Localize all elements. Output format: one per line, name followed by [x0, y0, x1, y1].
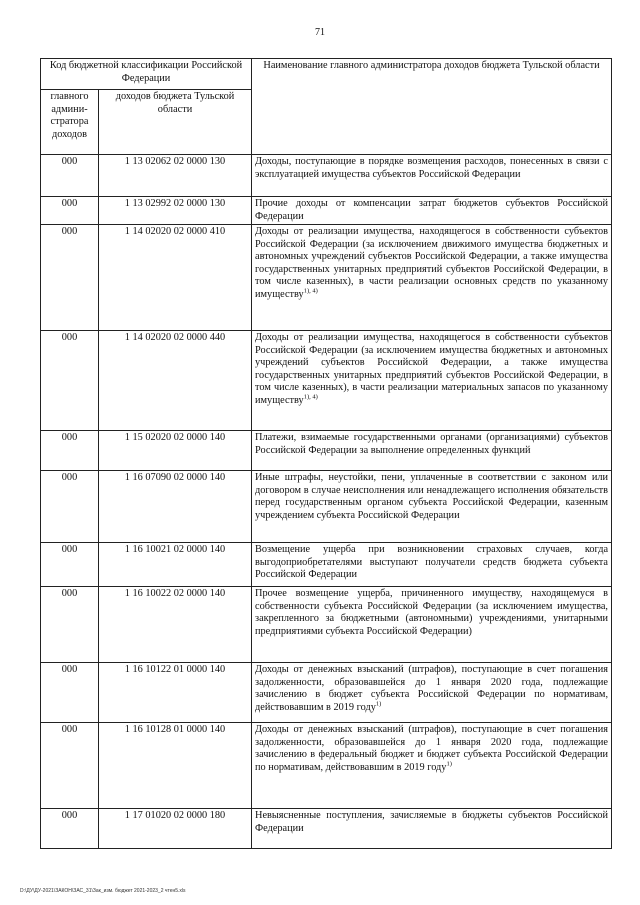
table-row	[41, 471, 612, 543]
administrator-code-cell: 000	[41, 809, 99, 849]
description-cell	[252, 587, 612, 663]
description-cell	[252, 155, 612, 197]
table-row	[41, 431, 612, 471]
table-row	[41, 197, 612, 225]
administrator-code-cell: 000	[41, 587, 99, 663]
description-cell	[252, 197, 612, 225]
income-code-cell: 1 13 02992 02 0000 130	[99, 197, 252, 225]
header-main-administrator: главного админи-стратора доходов	[41, 90, 99, 155]
administrator-code-cell: 000	[41, 663, 99, 723]
table-row	[41, 663, 612, 723]
description-text: Доходы от денежных взысканий (штрафов), поступающие в счет погашения задолженности, образовавшейся до 1 января 2020 года, подлежащие зачислению в федеральный бюджет и бюджет субъекта Российской Федерации по нормативам, действовавшим в 2019 году	[255, 724, 609, 773]
header-administrator-name: Наименование главного администратора доходов бюджета Тульской области	[252, 59, 612, 155]
description-text: Возмещение ущерба при возникновении страховых случаев, когда выгодоприобретателями выступают получатели средств бюджета субъекта Российской Федерации	[255, 544, 609, 580]
description-text: Доходы, поступающие в порядке возмещения расходов, понесенных в связи с эксплуатацией имущества субъектов Российской Федерации	[255, 156, 609, 180]
administrator-code-cell: 000	[41, 723, 99, 809]
budget-classification-table	[40, 58, 612, 849]
table-row	[41, 225, 612, 331]
table-body	[41, 155, 612, 849]
description-cell	[252, 809, 612, 849]
income-code-cell: 1 16 10021 02 0000 140	[99, 543, 252, 587]
table-row	[41, 809, 612, 849]
administrator-code-cell: 000	[41, 543, 99, 587]
footnote-marker: 1), 4)	[303, 393, 318, 401]
income-code-cell: 1 15 02020 02 0000 140	[99, 431, 252, 471]
administrator-code-cell: 000	[41, 197, 99, 225]
table-row	[41, 543, 612, 587]
income-code-cell: 1 13 02062 02 0000 130	[99, 155, 252, 197]
footnote-marker: 1)	[446, 760, 452, 768]
description-text: Прочие доходы от компенсации затрат бюджетов субъектов Российской Федерации	[255, 198, 609, 222]
page-number: 71	[315, 27, 325, 38]
description-text: Невыясненные поступления, зачисляемые в бюджеты субъектов Российской Федерации	[255, 810, 609, 834]
table-row	[41, 723, 612, 809]
description-text: Доходы от реализации имущества, находящегося в собственности субъектов Российской Федерации (за исключением движимого имущества бюджетных и автономных учреждений субъектов Российской Федерации, а также имущества государственных унитарных предприятий субъектов Российской Федерации, в том числе казенных), в части реализации основных средств по указанному имуществу	[255, 226, 609, 300]
description-cell	[252, 471, 612, 543]
file-path-footer: D:\ДУ\ДУ-2021\ЗАКОН\ЗАС_31\Зак_изм. бюджет 2021-2023_2 чтен5.xls	[20, 888, 186, 894]
description-cell	[252, 225, 612, 331]
administrator-code-cell: 000	[41, 225, 99, 331]
income-code-cell: 1 16 07090 02 0000 140	[99, 471, 252, 543]
administrator-code-cell: 000	[41, 331, 99, 431]
income-code-cell: 1 16 10128 01 0000 140	[99, 723, 252, 809]
income-code-cell: 1 16 10022 02 0000 140	[99, 587, 252, 663]
table-header-row	[41, 59, 612, 90]
table-row	[41, 155, 612, 197]
income-code-cell: 1 16 10122 01 0000 140	[99, 663, 252, 723]
description-text: Платежи, взимаемые государственными органами (организациями) субъектов Российской Федерации за выполнение определенных функций	[255, 432, 609, 456]
income-code-cell: 1 17 01020 02 0000 180	[99, 809, 252, 849]
description-text: Доходы от реализации имущества, находящегося в собственности субъектов Российской Федерации (за исключением имущества бюджетных и автономных учреждений субъектов Российской Федерации, а также имущества государственных унитарных предприятий субъектов Российской Федерации, в том числе казенных), в части реализации материальных запасов по указанному имуществу	[255, 332, 609, 406]
description-cell	[252, 543, 612, 587]
footnote-marker: 1), 4)	[303, 287, 318, 295]
description-text: Доходы от денежных взысканий (штрафов), поступающие в счет погашения задолженности, образовавшейся до 1 января 2020 года, подлежащие зачислению в бюджет субъекта Российской Федерации по нормативам, действовавшим в 2019 году	[255, 664, 609, 713]
description-cell	[252, 331, 612, 431]
header-classification-code: Код бюджетной классификации Российской Федерации	[41, 59, 252, 90]
footnote-marker: 1)	[375, 700, 382, 708]
header-income-code: доходов бюджета Тульской области	[99, 90, 252, 155]
income-code-cell: 1 14 02020 02 0000 410	[99, 225, 252, 331]
description-text: Иные штрафы, неустойки, пени, уплаченные в соответствии с законом или договором в случае неисполнения или ненадлежащего исполнения обязательств перед государственным органом субъекта Российской Федерации, казенным учреждением субъекта Российской Федерации	[255, 472, 609, 521]
description-cell	[252, 663, 612, 723]
description-text: Прочее возмещение ущерба, причиненного имуществу, находящемуся в собственности субъекта Российской Федерации (за исключением имущества, закрепленного за бюджетными (автономными) учреждениями, унитарными предприятиями субъекта Российской Федерации)	[255, 588, 609, 637]
income-code-cell: 1 14 02020 02 0000 440	[99, 331, 252, 431]
description-cell	[252, 431, 612, 471]
administrator-code-cell: 000	[41, 471, 99, 543]
table-row	[41, 587, 612, 663]
administrator-code-cell: 000	[41, 431, 99, 471]
administrator-code-cell: 000	[41, 155, 99, 197]
description-cell	[252, 723, 612, 809]
table-row	[41, 331, 612, 431]
